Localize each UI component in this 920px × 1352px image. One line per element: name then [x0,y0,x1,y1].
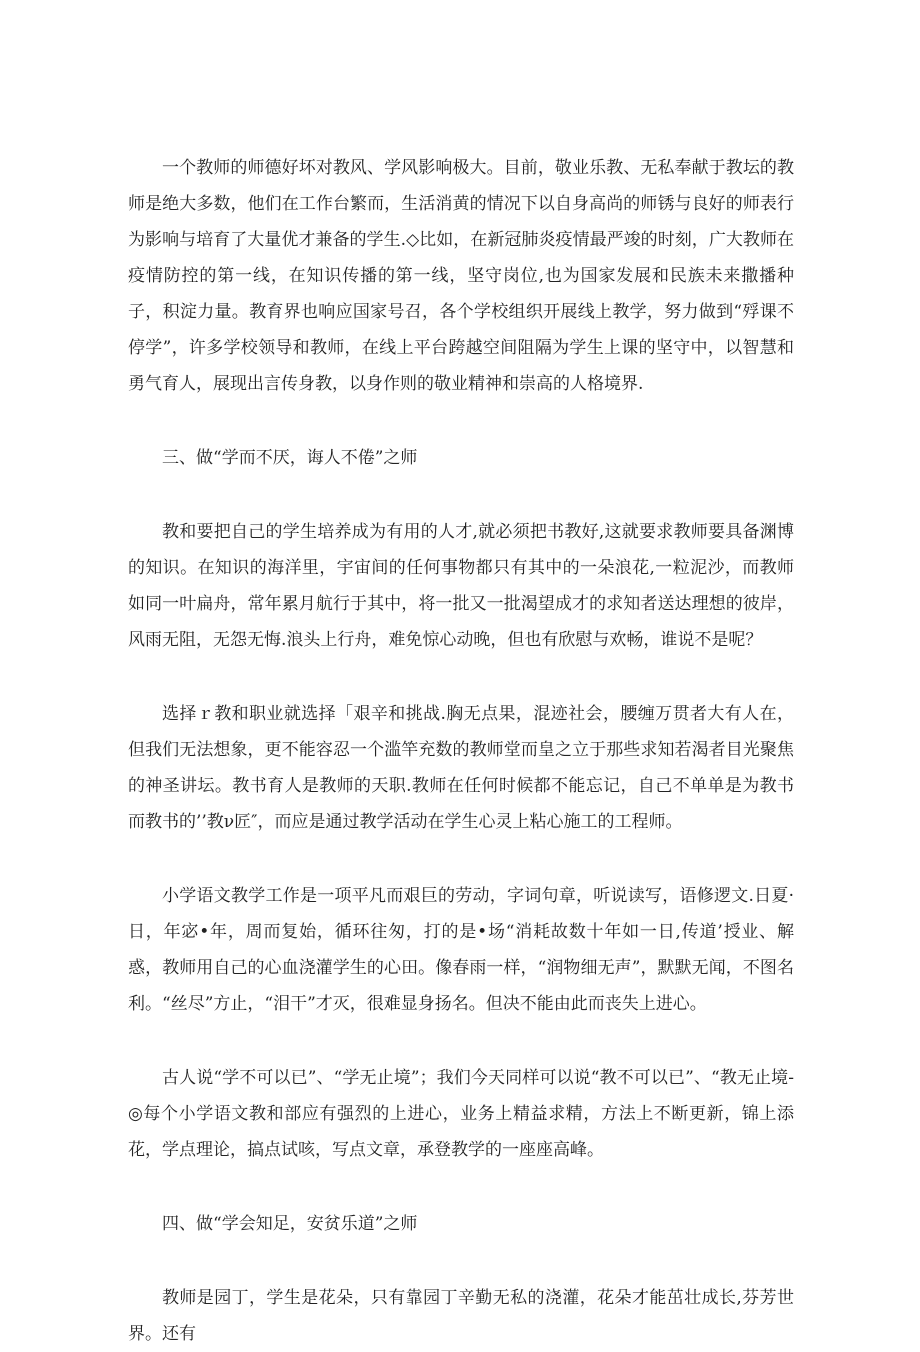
spacer [128,1168,794,1206]
spacer [128,476,794,514]
section-heading-four: 四、做“学会知足，安贫乐道”之师 [162,1214,418,1234]
spacer [128,402,794,440]
paragraph-chinese-teaching: 小学语文教学工作是一项平凡而艰巨的劳动，字词句章，听说读写，语修逻文.日夏·日，年宓•年，周而复始，循环往匆，打的是•场“消耗故数十年如一日,传道’授业、解惑，教师用自己的心血浇灌学生的心田。像春雨一样，“润物细无声”，默默无闻，不图名利。“丝尽”方止，“泪干”才灭，很难显身扬名。但决不能由此而丧失上进心。 [128,886,794,1014]
spacer [128,840,794,878]
paragraph-gardener: 教师是园丁，学生是花朵，只有靠园丁辛勤无私的浇灌，花朵才能茁壮成长,芬芳世界。还有 [128,1288,794,1344]
spacer [128,1242,794,1280]
paragraph-choose-career: 选择ｒ教和职业就选择「艰辛和挑战.胸无点果，混迹社会，腰缠万贯者大有人在，但我们无法想象，更不能容忍一个滥竿充数的教师堂而皇之立于那些求知若渴者目光聚焦的神圣讲坛。教书育人是教师的天职.教师在任何时候都不能忘记，自己不单单是为教书而教书的’’教ν匠″，而应是通过教学活动在学生心灵上粘心施工的工程师。 [128,704,794,832]
spacer [128,1022,794,1060]
section-heading-three: 三、做“学而不厌，诲人不倦”之师 [162,448,418,468]
paragraph-teacher-ethics: 一个教师的师德好坏对教风、学风影响极大。目前，敬业乐教、无私奉献于教坛的教师是绝大多数，他们在工作台繁而，生活消黄的情况下以自身高尚的师锈与良好的师表行为影响与培育了大量优才兼备的学生.◇比如，在新冠肺炎疫情最严竣的时刻，广大教师在疫情防控的第一线，在知识传播的第一线，坚守岗位,也为国家发展和民族未来撒播种子，积淀力量。教育界也响应国家号召，各个学校组织开展线上教学，努力做到“殍课不停学”，许多学校领导和教师，在线上平台跨越空间阻隔为学生上课的坚守中，以智慧和勇气育人，展现出言传身教，以身作则的敬业精神和崇高的人格境界. [128,158,794,394]
document-body [128,150,794,1352]
spacer [128,658,794,696]
paragraph-broad-knowledge: 教和要把自己的学生培养成为有用的人才,就必须把书教好,这就要求教师要具备渊博的知识。在知识的海洋里，宇宙间的任何事物都只有其中的一朵浪花,一粒泥沙，而教师如同一叶扁舟，常年累月航行于其中，将一批又一批渴望成才的求知者送达理想的彼岸，风雨无阻，无怨无悔.浪头上行舟，难免惊心动晚，但也有欣慰与欢畅，谁说不是呢？ [128,522,794,650]
paragraph-endless-learning: 古人说“学不可以已”、“学无止境”；我们今天同样可以说“教不可以已”、“教无止境-◎每个小学语文教和部应有强烈的上进心，业务上精益求精，方法上不断更新，锦上添花，学点理论，搞点试咳，写点文章，承登教学的一座座高峰。 [128,1068,794,1160]
